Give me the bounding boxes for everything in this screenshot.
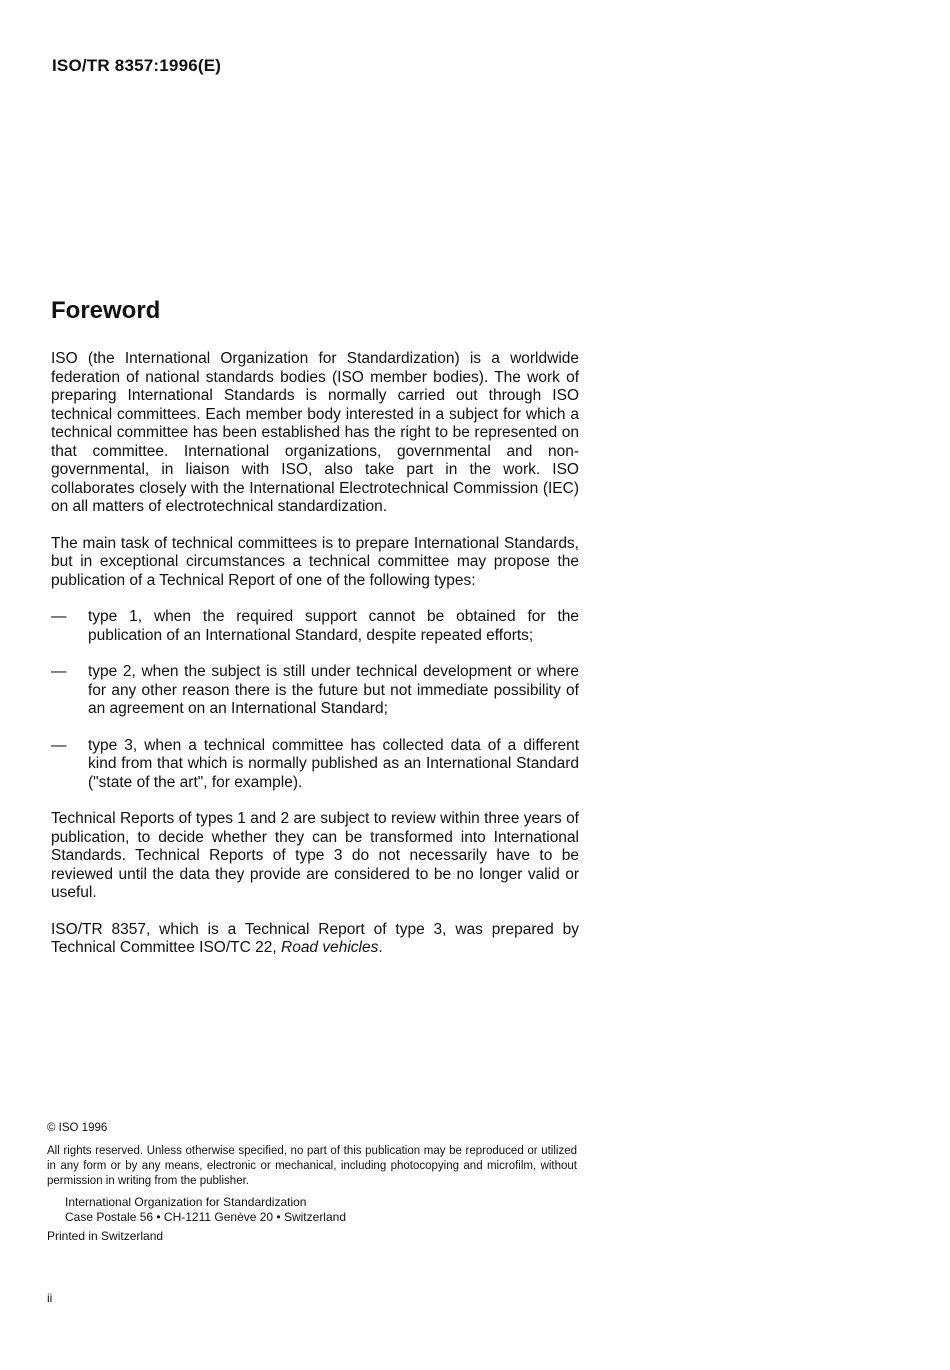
copyright-line: © ISO 1996 <box>47 1122 108 1134</box>
organization-name: International Organization for Standardization <box>65 1195 307 1209</box>
copyright-block <box>47 1121 577 1244</box>
preparation-end: . <box>378 939 383 956</box>
document-id: ISO/TR 8357:1996(E) <box>52 56 222 75</box>
list-item-text: type 2, when the subject is still under technical development or where for any other reason there is the future but not immediate possibility of an agreement on an International Standard; <box>88 663 579 717</box>
paragraph-preparation <box>51 921 579 958</box>
preparation-text: ISO/TR 8357, which is a Technical Report of type 3, was prepared by Technical Committee ISO/TC 22, <box>51 920 579 956</box>
dash-bullet: — <box>51 608 67 625</box>
page-number: ii <box>47 1291 53 1305</box>
paragraph-review: Technical Reports of types 1 and 2 are subject to review within three years of publication, to decide whether they can be transformed into International Standards. Technical Reports of type 3 do not necessarily have to be reviewed until the data they provide are considered to be no longer valid or useful. <box>51 810 579 901</box>
committee-title: Road vehicles <box>281 939 379 956</box>
dash-bullet: — <box>51 736 67 754</box>
list-item-text: type 3, when a technical committee has collected data of a different kind from that which is normally published as an International Standard ("state of the art", for example). <box>88 736 579 791</box>
dash-bullet: — <box>51 663 67 680</box>
list-item-text: type 1, when the required support cannot be obtained for the publication of an International Standard, despite repeated efforts; <box>88 608 579 644</box>
list-item <box>51 663 579 719</box>
report-types-list <box>51 608 579 792</box>
list-item <box>51 608 579 645</box>
paragraph-main-task: The main task of technical committees is to prepare International Standards, but in exceptional circumstances a technical committee may propose the publication of a Technical Report of one of the following types: <box>51 534 579 589</box>
list-item <box>51 737 579 793</box>
foreword-heading: Foreword <box>51 297 161 324</box>
rights-notice: All rights reserved. Unless otherwise specified, no part of this publication may be reproduced or utilized in any form or by any means, electronic or mechanical, including photocopying and microfilm, without permission in writing from the publisher. <box>47 1145 577 1187</box>
organization-address: Case Postale 56 • CH-1211 Genève 20 • Switzerland <box>65 1210 346 1224</box>
printed-in: Printed in Switzerland <box>47 1229 164 1243</box>
paragraph-iso-intro: ISO (the International Organization for Standardization) is a worldwide federation of national standards bodies (ISO member bodies). The work of preparing International Standards is normally carried out through ISO technical committees. Each member body interested in a subject for which a technical committee has been established has the right to be represented on that committee. International organizations, governmental and non-governmental, in liaison with ISO, also take part in the work. ISO collaborates closely with the International Electrotechnical Commission (IEC) on all matters of electrotechnical standardization. <box>51 350 579 515</box>
foreword-body <box>51 350 579 976</box>
